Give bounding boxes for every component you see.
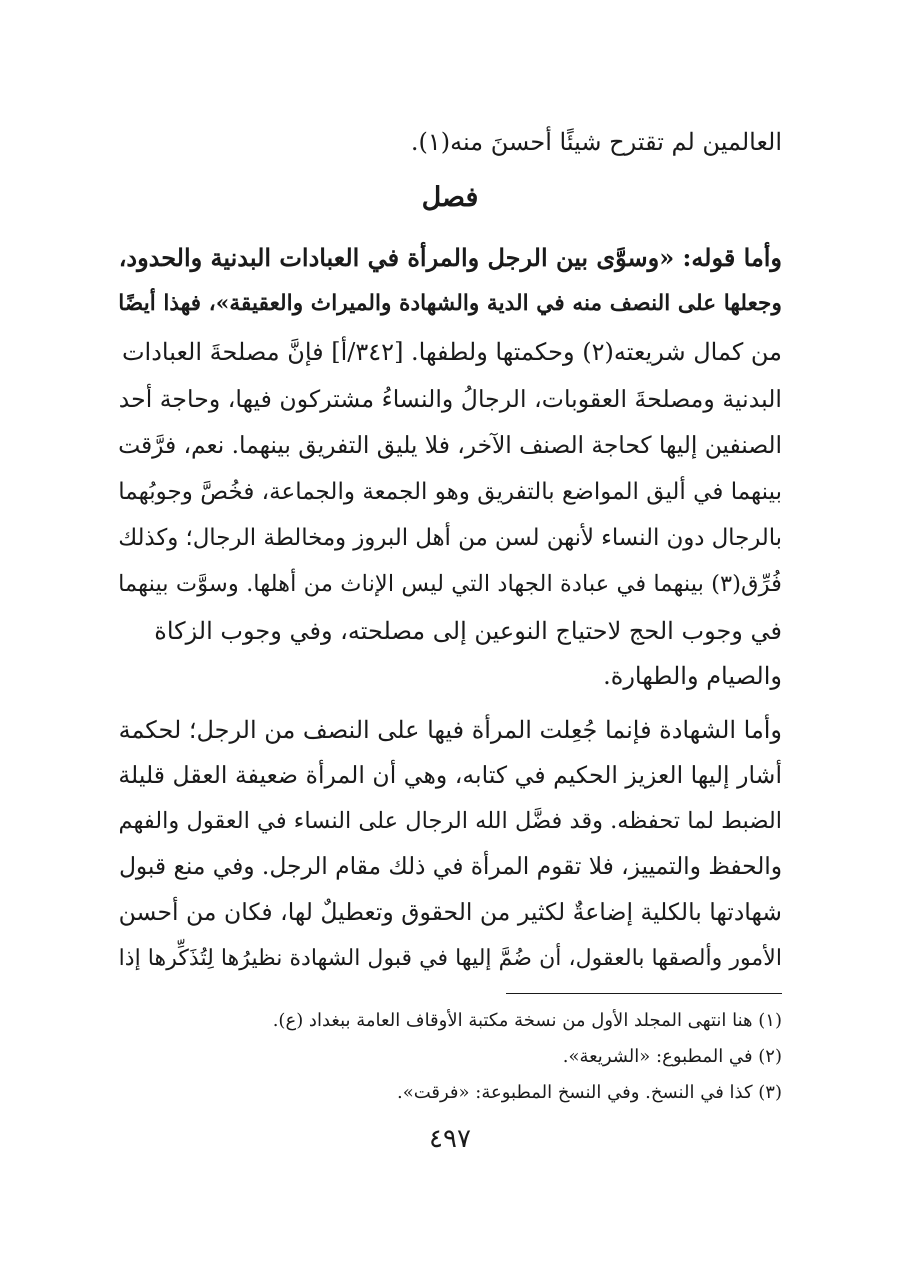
para2-line-2: أشار إليها العزيز الحكيم في كتابه، وهي أن المرأة ضعيفة العقل قليلة xyxy=(118,761,782,789)
para1-line-1: وأما قوله: «وسوَّى بين الرجل والمرأة في العبادات البدنية والحدود، xyxy=(118,244,782,272)
body-line-top: العالمين لم تقترح شيئًا أحسنَ منه(١). xyxy=(410,128,782,156)
footnote-separator xyxy=(506,993,782,994)
para1-line-8: فُرِّق(٣) بينهما في عبادة الجهاد التي ليس الإناث من أهلها. وسوَّت بينهما xyxy=(118,571,782,597)
para2-line-6: الأمور وألصقها بالعقول، أن ضُمَّ إليها في قبول الشهادة نظيرُها لِتُذَكِّرها إذا xyxy=(118,945,782,971)
section-heading: فصل xyxy=(421,182,479,213)
para1-line-3: من كمال شريعته(٢) وحكمتها ولطفها. [٣٤٢/أ] فإنَّ مصلحةَ العبادات xyxy=(121,338,782,366)
para1-line-5: الصنفين إليها كحاجة الصنف الآخر، فلا يليق التفريق بينهما. نعم، فرَّقت xyxy=(118,432,782,459)
para1-line-9: في وجوب الحج لاحتياج النوعين إلى مصلحته، وفي وجوب الزكاة xyxy=(154,617,782,645)
para1-line-4: البدنية ومصلحةَ العقوبات، الرجالُ والنساءُ مشتركون فيها، وحاجة أحد xyxy=(118,385,782,413)
footnote-1: (١) هنا انتهى المجلد الأول من نسخة مكتبة الأوقاف العامة ببغداد (ع). xyxy=(272,1010,782,1031)
para2-line-3: الضبط لما تحفظه. وقد فضَّل الله الرجال على النساء في العقول والفهم xyxy=(118,808,782,834)
para1-line-2: وجعلها على النصف منه في الدية والشهادة والميراث والعقيقة»، فهذا أيضًا xyxy=(118,291,782,316)
para1-line-7: بالرجال دون النساء لأنهن لسن من أهل البروز ومخالطة الرجال؛ وكذلك xyxy=(118,525,782,551)
footnote-3: (٣) كذا في النسخ. وفي النسخ المطبوعة: «فرقت». xyxy=(396,1082,782,1103)
para2-line-4: والحفظ والتمييز، فلا تقوم المرأة في ذلك مقام الرجل. وفي منع قبول xyxy=(118,853,782,880)
footnote-2: (٢) في المطبوع: «الشريعة». xyxy=(562,1046,782,1067)
para1-line-6: بينهما في أليق المواضع بالتفريق وهو الجمعة والجماعة، فخُصَّ وجوبُهما xyxy=(118,479,782,505)
para1-line-10: والصيام والطهارة. xyxy=(603,662,782,690)
para2-line-5: شهادتها بالكلية إضاعةٌ لكثير من الحقوق وتعطيلٌ لها، فكان من أحسن xyxy=(118,898,782,926)
page-number: ٤٩٧ xyxy=(429,1124,471,1154)
para2-line-1: وأما الشهادة فإنما جُعِلت المرأة فيها على النصف من الرجل؛ لحكمة xyxy=(118,716,782,744)
